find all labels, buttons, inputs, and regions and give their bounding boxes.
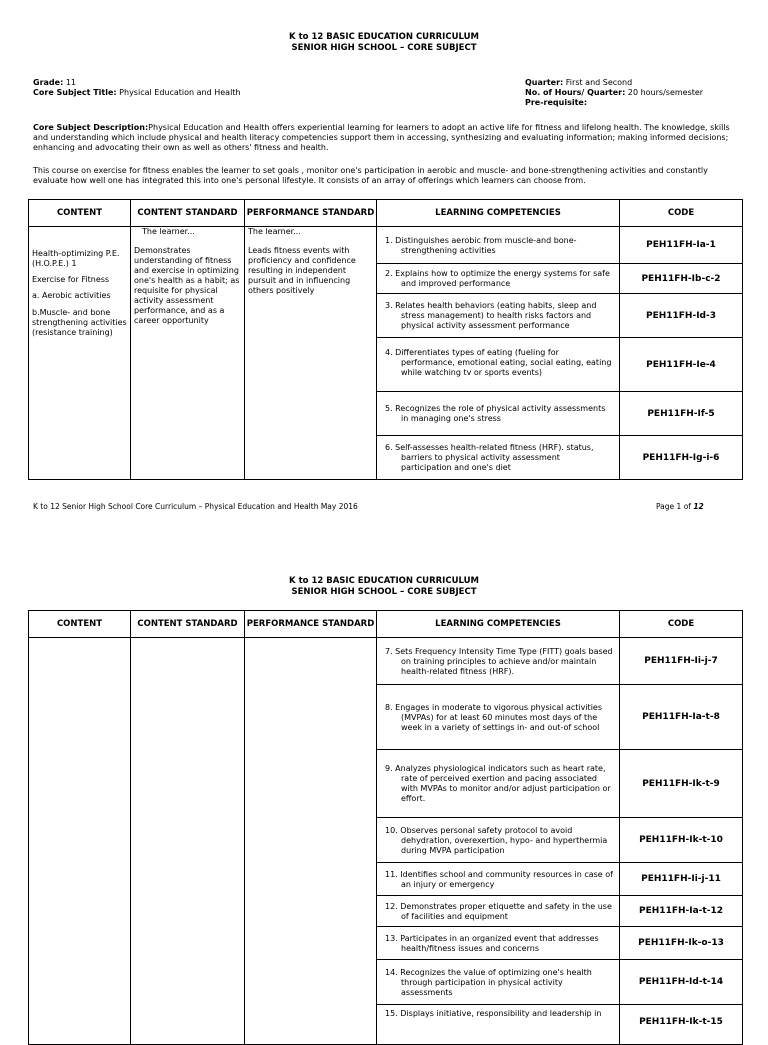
course-paragraph: This course on exercise for fitness enables the learner to set goals , monitor one's participation in aerobic and muscle- and bone-strengthening activities and constantly evaluate how well one has integrated this into one's personal lifestyle. It consists of an array of offerings which learners can choose from. xyxy=(33,166,708,186)
quarter-label: Quarter: xyxy=(525,78,564,87)
ps-learner: The learner... xyxy=(248,227,301,236)
curriculum-subtitle: SENIOR HIGH SCHOOL – CORE SUBJECT xyxy=(291,587,477,597)
competency-text: 15. Displays initiative, responsibility and leadership in xyxy=(385,1009,602,1018)
header-learning-competencies: LEARNING COMPETENCIES xyxy=(377,200,620,227)
prerequisite-label: Pre-requisite: xyxy=(525,98,588,107)
content-cell xyxy=(29,638,131,1045)
code-cell: PEH11FH-Ik-t-15 xyxy=(620,1005,743,1045)
competency-cell xyxy=(377,227,620,264)
code-cell: PEH11FH-Ii-j-7 xyxy=(620,638,743,685)
competency-cell xyxy=(377,896,620,927)
table-header-row xyxy=(29,200,743,227)
performance-standard-cell xyxy=(245,638,377,1045)
content-cell xyxy=(29,227,131,480)
curriculum-title: K to 12 BASIC EDUCATION CURRICULUM xyxy=(289,32,479,42)
content-item-b: b.Muscle- and bone strengthening activities (resistance training) xyxy=(32,308,127,337)
document-page-2 xyxy=(0,573,768,1027)
competency-cell xyxy=(377,750,620,818)
quarter-line xyxy=(525,78,632,88)
content-item-a: a. Aerobic activities xyxy=(32,291,111,300)
competency-cell xyxy=(377,927,620,960)
code-cell: PEH11FH-Ik-t-10 xyxy=(620,818,743,863)
code-cell: PEH11FH-Ik-o-13 xyxy=(620,927,743,960)
competency-cell xyxy=(377,638,620,685)
hours-label: No. of Hours/ Quarter: xyxy=(525,88,626,97)
competency-cell xyxy=(377,436,620,480)
code-cell: PEH11FH-Ii-j-11 xyxy=(620,863,743,896)
hours-value: 20 hours/semester xyxy=(627,88,704,97)
table-row xyxy=(29,227,743,264)
competency-cell xyxy=(377,960,620,1005)
code-cell: PEH11FH-Ig-i-6 xyxy=(620,436,743,480)
grade-label: Grade: xyxy=(33,78,64,87)
code-cell: PEH11FH-Ie-4 xyxy=(620,338,743,392)
performance-standard-cell xyxy=(245,227,377,480)
header-performance-standard: PERFORMANCE STANDARD xyxy=(245,200,377,227)
header-content: CONTENT xyxy=(29,611,131,638)
subject-title-value: Physical Education and Health xyxy=(119,88,241,97)
competency-text: 3. Relates health behaviors (eating habits, sleep and stress management) to health risks factors and physical activity assessment performance xyxy=(385,301,597,330)
header-content-standard: CONTENT STANDARD xyxy=(131,611,245,638)
code-cell: PEH11FH-Ia-1 xyxy=(620,227,743,264)
competency-cell xyxy=(377,338,620,392)
table-row xyxy=(29,638,743,685)
competency-text: 4. Differentiates types of eating (fueling for performance, emotional eating, social eating, eating while watching tv or sports events) xyxy=(385,348,612,377)
grade-value: 11 xyxy=(65,78,76,87)
hours-line xyxy=(525,88,703,98)
competency-cell xyxy=(377,1005,620,1045)
page-number-total: 12 xyxy=(693,502,704,511)
competency-text: 12. Demonstrates proper etiquette and safety in the use of facilities and equipment xyxy=(385,901,612,921)
subject-title-line xyxy=(33,88,241,98)
competency-text: 14. Recognizes the value of optimizing one's health through participation in physical activity assessments xyxy=(385,967,592,997)
competency-text: 7. Sets Frequency Intensity Time Type (FITT) goals based on training principles to achieve and/or maintain health-related fitness (HRF). xyxy=(385,646,613,676)
competency-text: 10. Observes personal safety protocol to avoid dehydration, overexertion, hypo- and hyperthermia during MVPA participation xyxy=(385,825,608,855)
page-gap xyxy=(0,531,768,573)
competency-text: 9. Analyzes physiological indicators such as heart rate, rate of perceived exertion and pacing associated with MVPAs to monitor and/or adjust participation or effort. xyxy=(385,764,611,803)
header-content: CONTENT xyxy=(29,200,131,227)
code-cell: PEH11FH-Ik-t-9 xyxy=(620,750,743,818)
content-standard-cell xyxy=(131,638,245,1045)
competency-text: 11. Identifies school and community resources in case of an injury or emergency xyxy=(385,869,613,889)
header-code: CODE xyxy=(620,611,743,638)
grade-line xyxy=(33,78,76,88)
curriculum-table-page-1 xyxy=(28,199,743,480)
competency-cell xyxy=(377,392,620,436)
header-content-standard: CONTENT STANDARD xyxy=(131,200,245,227)
ps-text: Leads fitness events with proficiency and confidence resulting in independent pursuit and in influencing others positively xyxy=(248,246,356,295)
page-number xyxy=(656,502,704,511)
code-cell: PEH11FH-Ia-t-8 xyxy=(620,685,743,750)
competency-cell xyxy=(377,685,620,750)
competency-cell xyxy=(377,863,620,896)
competency-cell xyxy=(377,818,620,863)
competency-text: 2. Explains how to optimize the energy systems for safe and improved performance xyxy=(385,269,610,288)
code-cell: PEH11FH-Ia-t-12 xyxy=(620,896,743,927)
code-cell: PEH11FH-Ib-c-2 xyxy=(620,264,743,294)
subject-description xyxy=(33,123,733,154)
cs-text: Demonstrates understanding of fitness and exercise in optimizing one's health as a habit; as requisite for physical activity assessment performance, and as a career opportunity xyxy=(134,246,240,325)
header-code: CODE xyxy=(620,200,743,227)
curriculum-title: K to 12 BASIC EDUCATION CURRICULUM xyxy=(289,576,479,586)
code-cell: PEH11FH-Id-3 xyxy=(620,294,743,338)
description-label: Core Subject Description: xyxy=(33,123,149,132)
quarter-value: First and Second xyxy=(565,78,633,87)
header-learning-competencies: LEARNING COMPETENCIES xyxy=(377,611,620,638)
content-standard-cell xyxy=(131,227,245,480)
header-performance-standard: PERFORMANCE STANDARD xyxy=(245,611,377,638)
competency-text: 1. Distinguishes aerobic from muscle-and bone-strengthening activities xyxy=(385,235,577,255)
curriculum-subtitle: SENIOR HIGH SCHOOL – CORE SUBJECT xyxy=(291,43,477,53)
code-cell: PEH11FH-If-5 xyxy=(620,392,743,436)
competency-cell xyxy=(377,294,620,338)
competency-text: 6. Self-assesses health-related fitness (HRF). status, barriers to physical activity assessment participation and one's diet xyxy=(385,443,594,472)
content-course: Health-optimizing P.E. (H.O.P.E.) 1 xyxy=(32,249,120,268)
curriculum-table-page-2 xyxy=(28,610,743,1045)
competency-cell xyxy=(377,264,620,294)
competency-text: 8. Engages in moderate to vigorous physical activities (MVPAs) for at least 60 minutes most days of the week in a variety of settings in- and out-of school xyxy=(385,702,603,732)
table-header-row xyxy=(29,611,743,638)
description-text: Physical Education and Health offers experiential learning for learners to adopt an active life for fitness and lifelong health. The knowledge, skills and understanding which include physical and health literacy competencies support them in accessing, synthesizing and evaluating information; making informed decisions; enhancing and advocating their own as well as others' fitness and health. xyxy=(33,123,730,153)
competency-text: 5. Recognizes the role of physical activity assessments in managing one's stress xyxy=(385,404,606,423)
footer-text: K to 12 Senior High School Core Curriculum – Physical Education and Health May 2016 xyxy=(33,502,358,511)
content-topic: Exercise for Fitness xyxy=(32,275,110,284)
competency-text: 13. Participates in an organized event that addresses health/fitness issues and concerns xyxy=(385,933,599,953)
cs-learner: The learner... xyxy=(142,227,195,236)
subject-title-label: Core Subject Title: xyxy=(33,88,117,97)
page-number-prefix: Page 1 of xyxy=(656,502,691,511)
code-cell: PEH11FH-Id-t-14 xyxy=(620,960,743,1005)
